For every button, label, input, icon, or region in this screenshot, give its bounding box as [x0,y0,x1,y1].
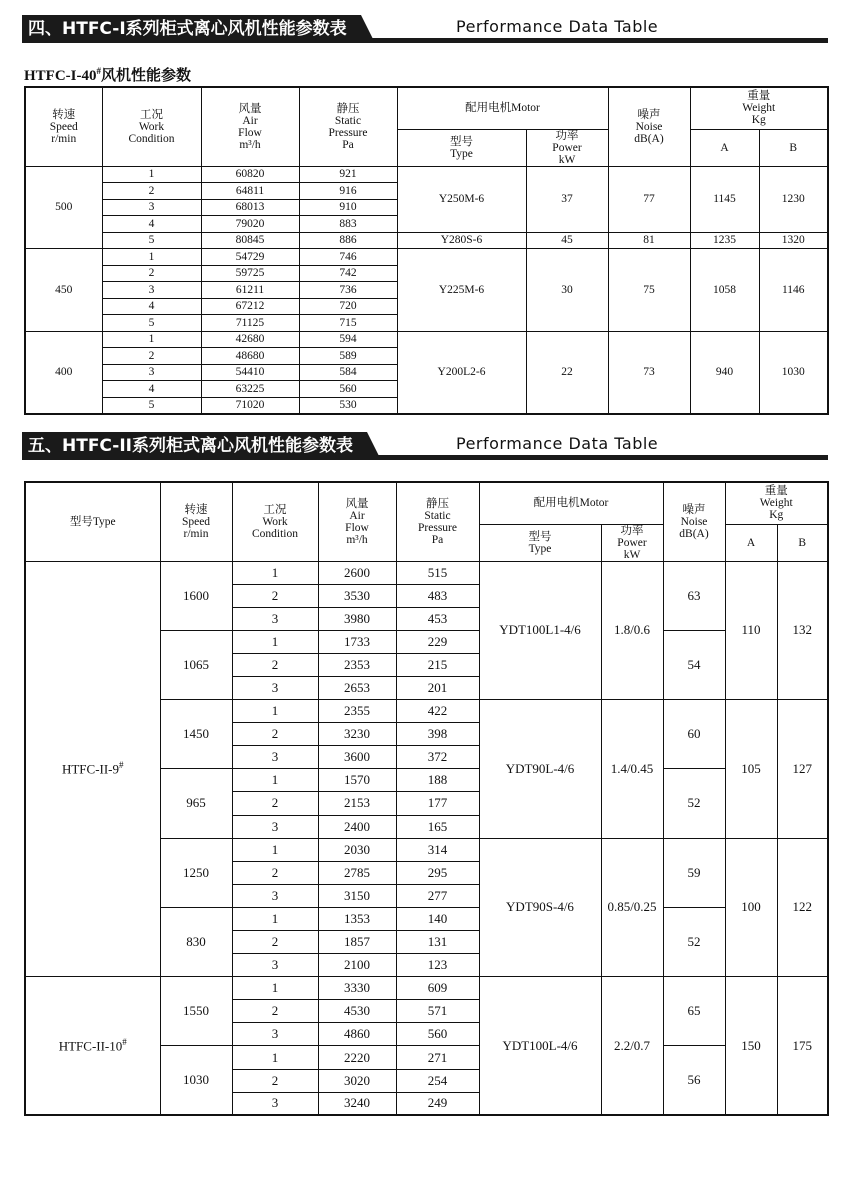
condition-cell: 4 [102,216,201,233]
air-flow-cell: 60820 [201,166,299,183]
condition-cell: 1 [232,907,318,930]
static-pressure-cell: 277 [396,884,479,907]
static-pressure-cell: 398 [396,723,479,746]
air-flow-cell: 2785 [318,861,396,884]
static-pressure-cell: 742 [299,265,397,282]
motor-power-cell: 1.8/0.6 [601,561,663,700]
motor-power-cell: 1.4/0.45 [601,700,663,839]
section1-heading-en: Performance Data Table [456,17,659,36]
header-static-pressure: 静压 Static Pressure Pa [299,87,397,166]
air-flow-cell: 2220 [318,1046,396,1069]
header-motor-type: 型号 Type [397,129,526,166]
model-sup: # [122,1037,127,1048]
motor-type-cell: Y280S-6 [397,232,526,249]
motor-type-cell: Y250M-6 [397,166,526,232]
speed-cell: 1600 [160,561,232,630]
static-pressure-cell: 453 [396,607,479,630]
speed-cell: 1450 [160,700,232,769]
condition-cell: 3 [232,1023,318,1046]
air-flow-cell: 3020 [318,1069,396,1092]
condition-cell: 4 [102,298,201,315]
condition-cell: 3 [232,676,318,699]
header-condition: 工况 Work Condition [102,87,201,166]
condition-cell: 2 [232,653,318,676]
air-flow-cell: 71125 [201,315,299,332]
speed-cell: 1550 [160,977,232,1046]
static-pressure-cell: 140 [396,907,479,930]
condition-cell: 1 [232,700,318,723]
static-pressure-cell: 314 [396,838,479,861]
noise-cell: 65 [663,977,725,1046]
static-pressure-cell: 515 [396,561,479,584]
condition-cell: 3 [102,364,201,381]
header-static-pressure: 静压 Static Pressure Pa [396,482,479,561]
subtitle-cn: 风机性能参数 [101,68,192,84]
air-flow-cell: 80845 [201,232,299,249]
model-cell [25,977,160,1116]
static-pressure-cell: 123 [396,954,479,977]
static-pressure-cell: 229 [396,630,479,653]
section1-banner [22,15,828,43]
condition-cell: 1 [102,331,201,348]
noise-cell: 54 [663,630,725,699]
condition-cell: 3 [102,199,201,216]
weight-b-cell: 1146 [759,249,828,332]
header-weight-a: A [725,524,777,561]
header-motor-power: 功率 Power kW [526,129,608,166]
weight-b-cell: 1030 [759,331,828,414]
condition-cell: 2 [232,584,318,607]
static-pressure-cell: 249 [396,1092,479,1115]
condition-cell: 2 [232,1000,318,1023]
header-weight: 重量 Weight Kg [725,482,828,524]
condition-cell: 2 [232,723,318,746]
static-pressure-cell: 254 [396,1069,479,1092]
condition-cell: 2 [232,792,318,815]
header-speed: 转速 Speed r/min [25,87,102,166]
condition-cell: 5 [102,315,201,332]
static-pressure-cell: 571 [396,1000,479,1023]
weight-a-cell: 100 [725,838,777,977]
condition-cell: 5 [102,397,201,414]
air-flow-cell: 3150 [318,884,396,907]
header-noise: 噪声 Noise dB(A) [608,87,690,166]
condition-cell: 3 [232,884,318,907]
noise-cell: 52 [663,769,725,838]
speed-cell: 830 [160,907,232,976]
air-flow-cell: 2355 [318,700,396,723]
weight-a-cell: 150 [725,977,777,1116]
table2-performance [24,481,829,1116]
weight-b-cell: 127 [777,700,828,839]
air-flow-cell: 1570 [318,769,396,792]
static-pressure-cell: 295 [396,861,479,884]
air-flow-cell: 2653 [318,676,396,699]
air-flow-cell: 3530 [318,584,396,607]
air-flow-cell: 67212 [201,298,299,315]
header-motor: 配用电机Motor [479,482,663,524]
speed-cell: 450 [25,249,102,332]
condition-cell: 1 [232,561,318,584]
air-flow-cell: 2030 [318,838,396,861]
noise-cell: 63 [663,561,725,630]
noise-cell: 52 [663,907,725,976]
motor-power-cell: 45 [526,232,608,249]
weight-b-cell: 132 [777,561,828,700]
static-pressure-cell: 883 [299,216,397,233]
speed-cell: 1030 [160,1046,232,1115]
air-flow-cell: 3240 [318,1092,396,1115]
condition-cell: 1 [232,838,318,861]
noise-cell: 73 [608,331,690,414]
noise-cell: 59 [663,838,725,907]
header-model: 型号Type [25,482,160,561]
air-flow-cell: 2353 [318,653,396,676]
motor-power-cell: 2.2/0.7 [601,977,663,1116]
weight-b-cell: 122 [777,838,828,977]
condition-cell: 3 [232,954,318,977]
air-flow-cell: 1733 [318,630,396,653]
static-pressure-cell: 609 [396,977,479,1000]
header-air-flow: 风量 Air Flow m³/h [201,87,299,166]
static-pressure-cell: 916 [299,183,397,200]
air-flow-cell: 59725 [201,265,299,282]
air-flow-cell: 42680 [201,331,299,348]
static-pressure-cell: 736 [299,282,397,299]
header-weight-a: A [690,129,759,166]
motor-power-cell: 22 [526,331,608,414]
weight-a-cell: 1058 [690,249,759,332]
header-motor: 配用电机Motor [397,87,608,129]
air-flow-cell: 3600 [318,746,396,769]
air-flow-cell: 79020 [201,216,299,233]
weight-a-cell: 1145 [690,166,759,232]
condition-cell: 3 [232,746,318,769]
condition-cell: 3 [232,607,318,630]
table-row [25,561,828,584]
static-pressure-cell: 886 [299,232,397,249]
weight-b-cell: 175 [777,977,828,1116]
section2-heading-en: Performance Data Table [456,434,659,453]
table-row [25,977,828,1000]
air-flow-cell: 54410 [201,364,299,381]
noise-cell: 60 [663,700,725,769]
static-pressure-cell: 483 [396,584,479,607]
condition-cell: 4 [102,381,201,398]
condition-cell: 3 [102,282,201,299]
static-pressure-cell: 215 [396,653,479,676]
air-flow-cell: 63225 [201,381,299,398]
weight-a-cell: 110 [725,561,777,700]
header-weight-b: B [777,524,828,561]
air-flow-cell: 68013 [201,199,299,216]
condition-cell: 3 [232,815,318,838]
static-pressure-cell: 589 [299,348,397,365]
condition-cell: 2 [232,861,318,884]
model-cell [25,561,160,977]
static-pressure-cell: 131 [396,931,479,954]
static-pressure-cell: 177 [396,792,479,815]
motor-power-cell: 30 [526,249,608,332]
condition-cell: 1 [232,977,318,1000]
static-pressure-cell: 165 [396,815,479,838]
static-pressure-cell: 188 [396,769,479,792]
air-flow-cell: 2400 [318,815,396,838]
model-name: HTFC-II-9 [61,761,120,777]
air-flow-cell: 54729 [201,249,299,266]
static-pressure-cell: 720 [299,298,397,315]
model-name: HTFC-II-10 [58,1038,123,1054]
condition-cell: 2 [102,183,201,200]
static-pressure-cell: 422 [396,700,479,723]
static-pressure-cell: 530 [299,397,397,414]
condition-cell: 2 [102,265,201,282]
condition-cell: 1 [102,249,201,266]
speed-cell: 400 [25,331,102,414]
motor-type-cell: YDT100L1-4/6 [479,561,601,700]
section1-heading: 四、HTFC-I系列柜式离心风机性能参数表 [22,15,361,43]
condition-cell: 1 [102,166,201,183]
static-pressure-cell: 921 [299,166,397,183]
condition-cell: 2 [232,931,318,954]
static-pressure-cell: 910 [299,199,397,216]
speed-cell: 500 [25,166,102,249]
air-flow-cell: 3980 [318,607,396,630]
noise-cell: 56 [663,1046,725,1115]
subtitle-sup: # [96,66,101,76]
air-flow-cell: 48680 [201,348,299,365]
condition-cell: 5 [102,232,201,249]
air-flow-cell: 64811 [201,183,299,200]
header-weight: 重量 Weight Kg [690,87,828,129]
air-flow-cell: 3230 [318,723,396,746]
header-speed: 转速 Speed r/min [160,482,232,561]
static-pressure-cell: 201 [396,676,479,699]
weight-a-cell: 105 [725,700,777,839]
motor-type-cell: YDT90L-4/6 [479,700,601,839]
table-row [25,249,828,266]
air-flow-cell: 2600 [318,561,396,584]
air-flow-cell: 1353 [318,907,396,930]
table1-subtitle [24,64,191,85]
static-pressure-cell: 560 [299,381,397,398]
air-flow-cell: 3330 [318,977,396,1000]
static-pressure-cell: 746 [299,249,397,266]
static-pressure-cell: 560 [396,1023,479,1046]
header-noise: 噪声 Noise dB(A) [663,482,725,561]
air-flow-cell: 2100 [318,954,396,977]
weight-a-cell: 940 [690,331,759,414]
static-pressure-cell: 594 [299,331,397,348]
header-motor-type: 型号 Type [479,524,601,561]
air-flow-cell: 71020 [201,397,299,414]
noise-cell: 81 [608,232,690,249]
noise-cell: 75 [608,249,690,332]
subtitle-model: HTFC-I-40 [24,68,97,84]
motor-type-cell: Y200L2-6 [397,331,526,414]
noise-cell: 77 [608,166,690,232]
section2-banner [22,432,828,460]
speed-cell: 965 [160,769,232,838]
speed-cell: 1250 [160,838,232,907]
motor-type-cell: Y225M-6 [397,249,526,332]
header-air-flow: 风量 Air Flow m³/h [318,482,396,561]
table1-performance [24,86,829,415]
header-weight-b: B [759,129,828,166]
static-pressure-cell: 271 [396,1046,479,1069]
air-flow-cell: 4860 [318,1023,396,1046]
condition-cell: 1 [232,1046,318,1069]
air-flow-cell: 2153 [318,792,396,815]
table-row [25,232,828,249]
condition-cell: 2 [232,1069,318,1092]
speed-cell: 1065 [160,630,232,699]
air-flow-cell: 1857 [318,931,396,954]
static-pressure-cell: 715 [299,315,397,332]
header-motor-power: 功率 Power kW [601,524,663,561]
air-flow-cell: 61211 [201,282,299,299]
weight-b-cell: 1230 [759,166,828,232]
condition-cell: 3 [232,1092,318,1115]
static-pressure-cell: 584 [299,364,397,381]
motor-type-cell: YDT100L-4/6 [479,977,601,1116]
weight-a-cell: 1235 [690,232,759,249]
air-flow-cell: 4530 [318,1000,396,1023]
condition-cell: 2 [102,348,201,365]
condition-cell: 1 [232,769,318,792]
model-sup: # [119,760,124,771]
motor-power-cell: 37 [526,166,608,232]
table-row [25,166,828,183]
section2-heading: 五、HTFC-II系列柜式离心风机性能参数表 [22,432,367,460]
table-row [25,331,828,348]
motor-type-cell: YDT90S-4/6 [479,838,601,977]
header-condition: 工况 Work Condition [232,482,318,561]
static-pressure-cell: 372 [396,746,479,769]
weight-b-cell: 1320 [759,232,828,249]
condition-cell: 1 [232,630,318,653]
motor-power-cell: 0.85/0.25 [601,838,663,977]
